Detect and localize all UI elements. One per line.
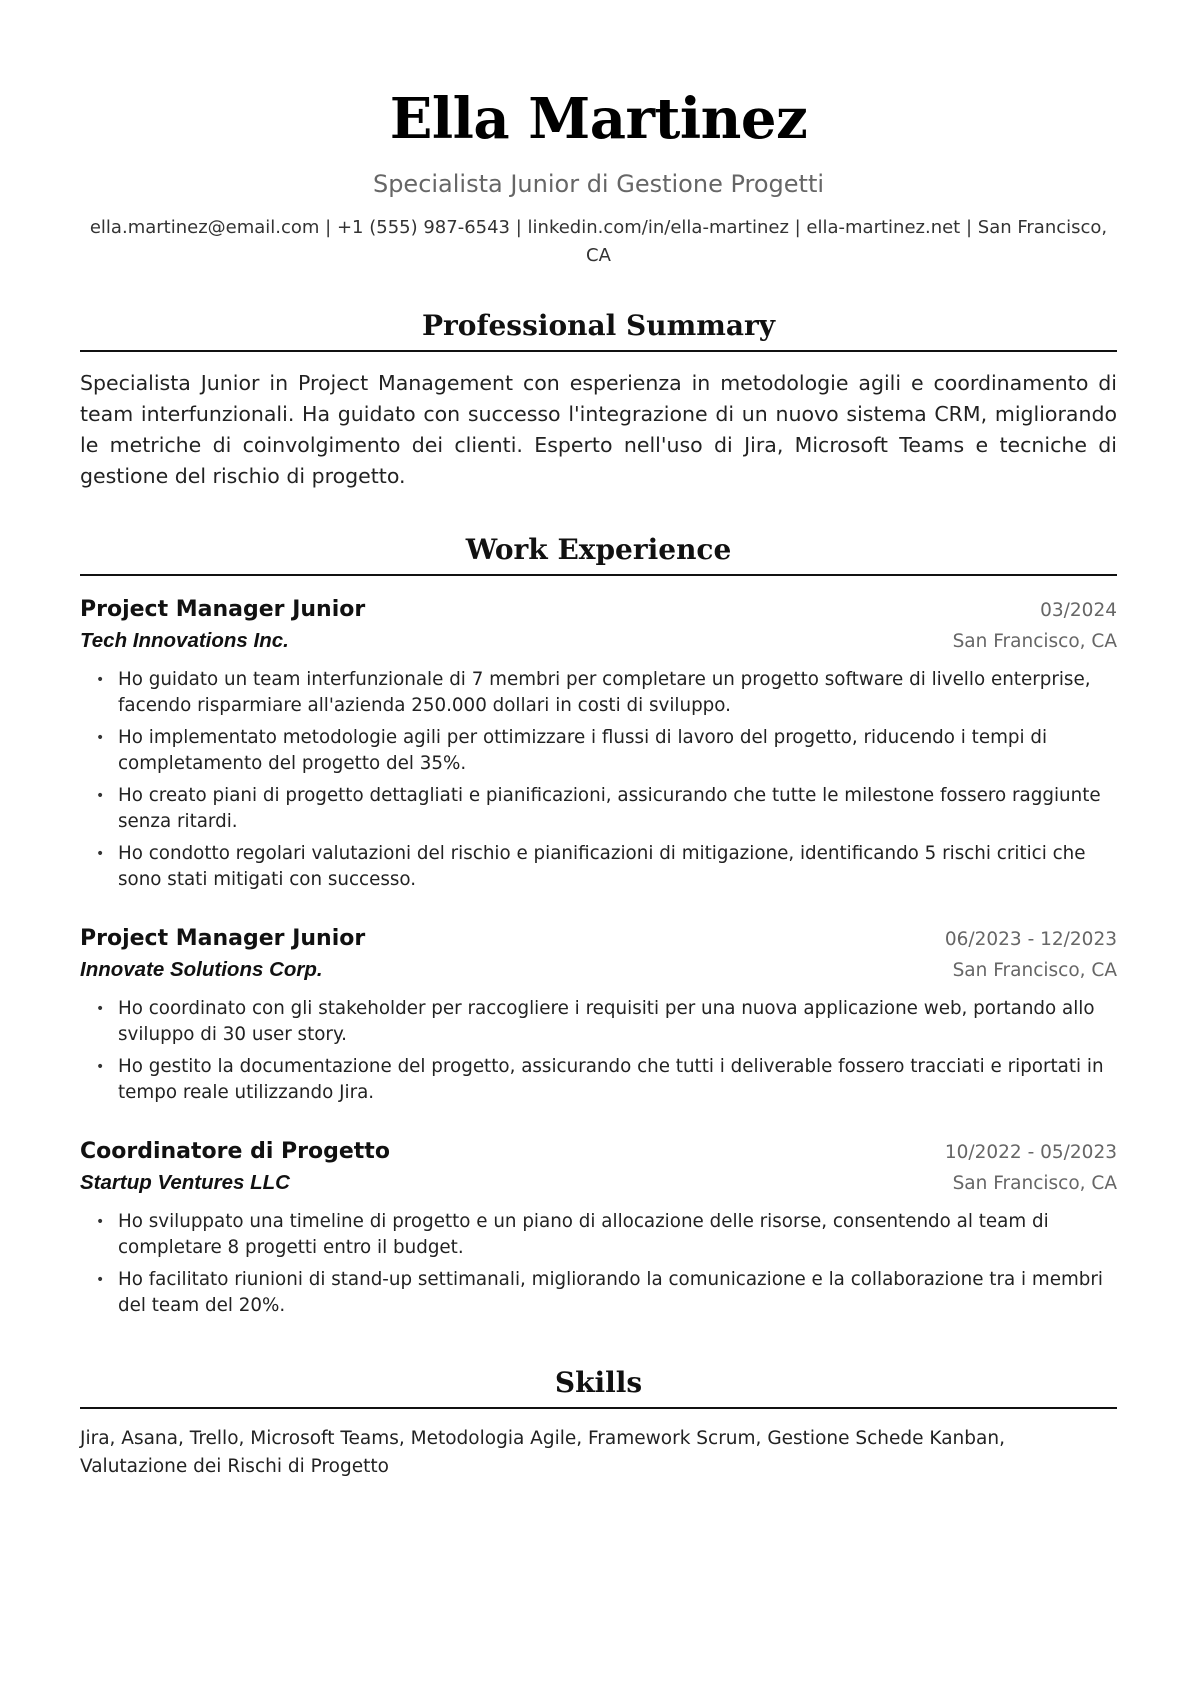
bullet-item <box>96 1054 1117 1106</box>
contact-separator: | <box>788 217 807 238</box>
bullet-text: Ho guidato un team interfunzionale di 7 membri per completare un progetto software di livello enterprise, facendo risparmiare all'azienda 250.000 dollari in costi di sviluppo. <box>118 669 1091 716</box>
job-title: Coordinatore di Progetto <box>80 1139 390 1164</box>
job-title: Project Manager Junior <box>80 597 366 622</box>
resume-page <box>80 0 1117 1481</box>
job-entry <box>80 923 1117 1106</box>
bullet-text: Ho condotto regolari valutazioni del rischio e pianificazioni di mitigazione, identificando 5 rischi critici che sono stati mitigati con successo. <box>118 843 1086 890</box>
job-date: 03/2024 <box>1040 600 1117 621</box>
bullet-text: Ho implementato metodologie agili per ottimizzare i flussi di lavoro del progetto, riducendo i tempi di completamento del progetto del 35%. <box>118 727 1048 774</box>
job-bullets <box>80 1209 1117 1319</box>
bullet-text: Ho coordinato con gli stakeholder per raccogliere i requisiti per una nuova applicazione web, portando allo sviluppo di 30 user story. <box>118 998 1095 1045</box>
bullet-dot-icon: • <box>96 846 105 862</box>
job-date: 06/2023 - 12/2023 <box>944 929 1117 950</box>
job-bullets <box>80 667 1117 893</box>
bullet-text: Ho creato piani di progetto dettagliati e pianificazioni, assicurando che tutte le milestone fossero raggiunte senza ritardi. <box>118 785 1101 832</box>
bullet-dot-icon: • <box>96 1059 105 1075</box>
contact-website[interactable]: ella-martinez.net <box>806 217 961 238</box>
job-date: 10/2022 - 05/2023 <box>944 1142 1117 1163</box>
bullet-text: Ho gestito la documentazione del progetto, assicurando che tutti i deliverable fossero tracciati e riportati in tempo reale utilizzando Jira. <box>118 1056 1104 1103</box>
contact-location: San Francisco, CA <box>586 217 1108 266</box>
job-title: Project Manager Junior <box>80 926 366 951</box>
job-entry <box>80 1136 1117 1319</box>
bullet-dot-icon: • <box>96 788 105 804</box>
bullet-text: Ho facilitato riunioni di stand-up settimanali, migliorando la comunicazione e la collaborazione tra i membri del team del 20%. <box>118 1269 1103 1316</box>
bullet-item <box>96 783 1117 835</box>
bullet-dot-icon: • <box>96 730 105 746</box>
job-company: Innovate Solutions Corp. <box>80 958 323 981</box>
bullet-dot-icon: • <box>96 672 105 688</box>
bullet-item <box>96 841 1117 893</box>
bullet-dot-icon: • <box>96 1214 105 1230</box>
job-company: Tech Innovations Inc. <box>80 629 289 652</box>
job-bullets <box>80 996 1117 1106</box>
summary-heading: Professional Summary <box>80 308 1117 352</box>
job-entry <box>80 594 1117 893</box>
bullet-dot-icon: • <box>96 1001 105 1017</box>
summary-text: Specialista Junior in Project Management con esperienza in metodologie agili e coordinamento di team interfunzionali. Ha guidato con successo l'integrazione di un nuovo sistema CRM, migliorando le metriche di coinvolgimento dei clienti. Esperto nell'uso di Jira, Microsoft Teams e tecniche di gestione del rischio di progetto. <box>80 371 1117 488</box>
job-location: San Francisco, CA <box>952 631 1117 652</box>
contact-email[interactable]: ella.martinez@email.com <box>89 217 320 238</box>
contact-separator: | <box>319 217 337 238</box>
bullet-text: Ho sviluppato una timeline di progetto e un piano di allocazione delle risorse, consentendo al team di completare 8 progetti entro il budget. <box>118 1211 1049 1258</box>
contact-separator: | <box>510 217 528 238</box>
bullet-item <box>96 1267 1117 1319</box>
contact-separator: | <box>960 217 978 238</box>
bullet-dot-icon: • <box>96 1272 105 1288</box>
work-experience-heading: Work Experience <box>80 532 1117 576</box>
bullet-item <box>96 996 1117 1048</box>
job-location: San Francisco, CA <box>952 960 1117 981</box>
skills-text: Jira, Asana, Trello, Microsoft Teams, Metodologia Agile, Framework Scrum, Gestione Schede Kanban, Valutazione dei Rischi di Progetto <box>80 1428 1005 1477</box>
contact-phone[interactable]: +1 (555) 987-6543 <box>336 217 511 238</box>
bullet-item <box>96 725 1117 777</box>
skills-heading: Skills <box>80 1365 1117 1409</box>
job-location: San Francisco, CA <box>952 1173 1117 1194</box>
bullet-item <box>96 1209 1117 1261</box>
bullet-item <box>96 667 1117 719</box>
candidate-name: Ella Martinez <box>389 86 808 152</box>
contact-linkedin[interactable]: linkedin.com/in/ella-martinez <box>527 217 789 238</box>
candidate-role: Specialista Junior di Gestione Progetti <box>372 170 825 198</box>
job-company: Startup Ventures LLC <box>80 1171 290 1194</box>
contact-line <box>80 214 1117 270</box>
